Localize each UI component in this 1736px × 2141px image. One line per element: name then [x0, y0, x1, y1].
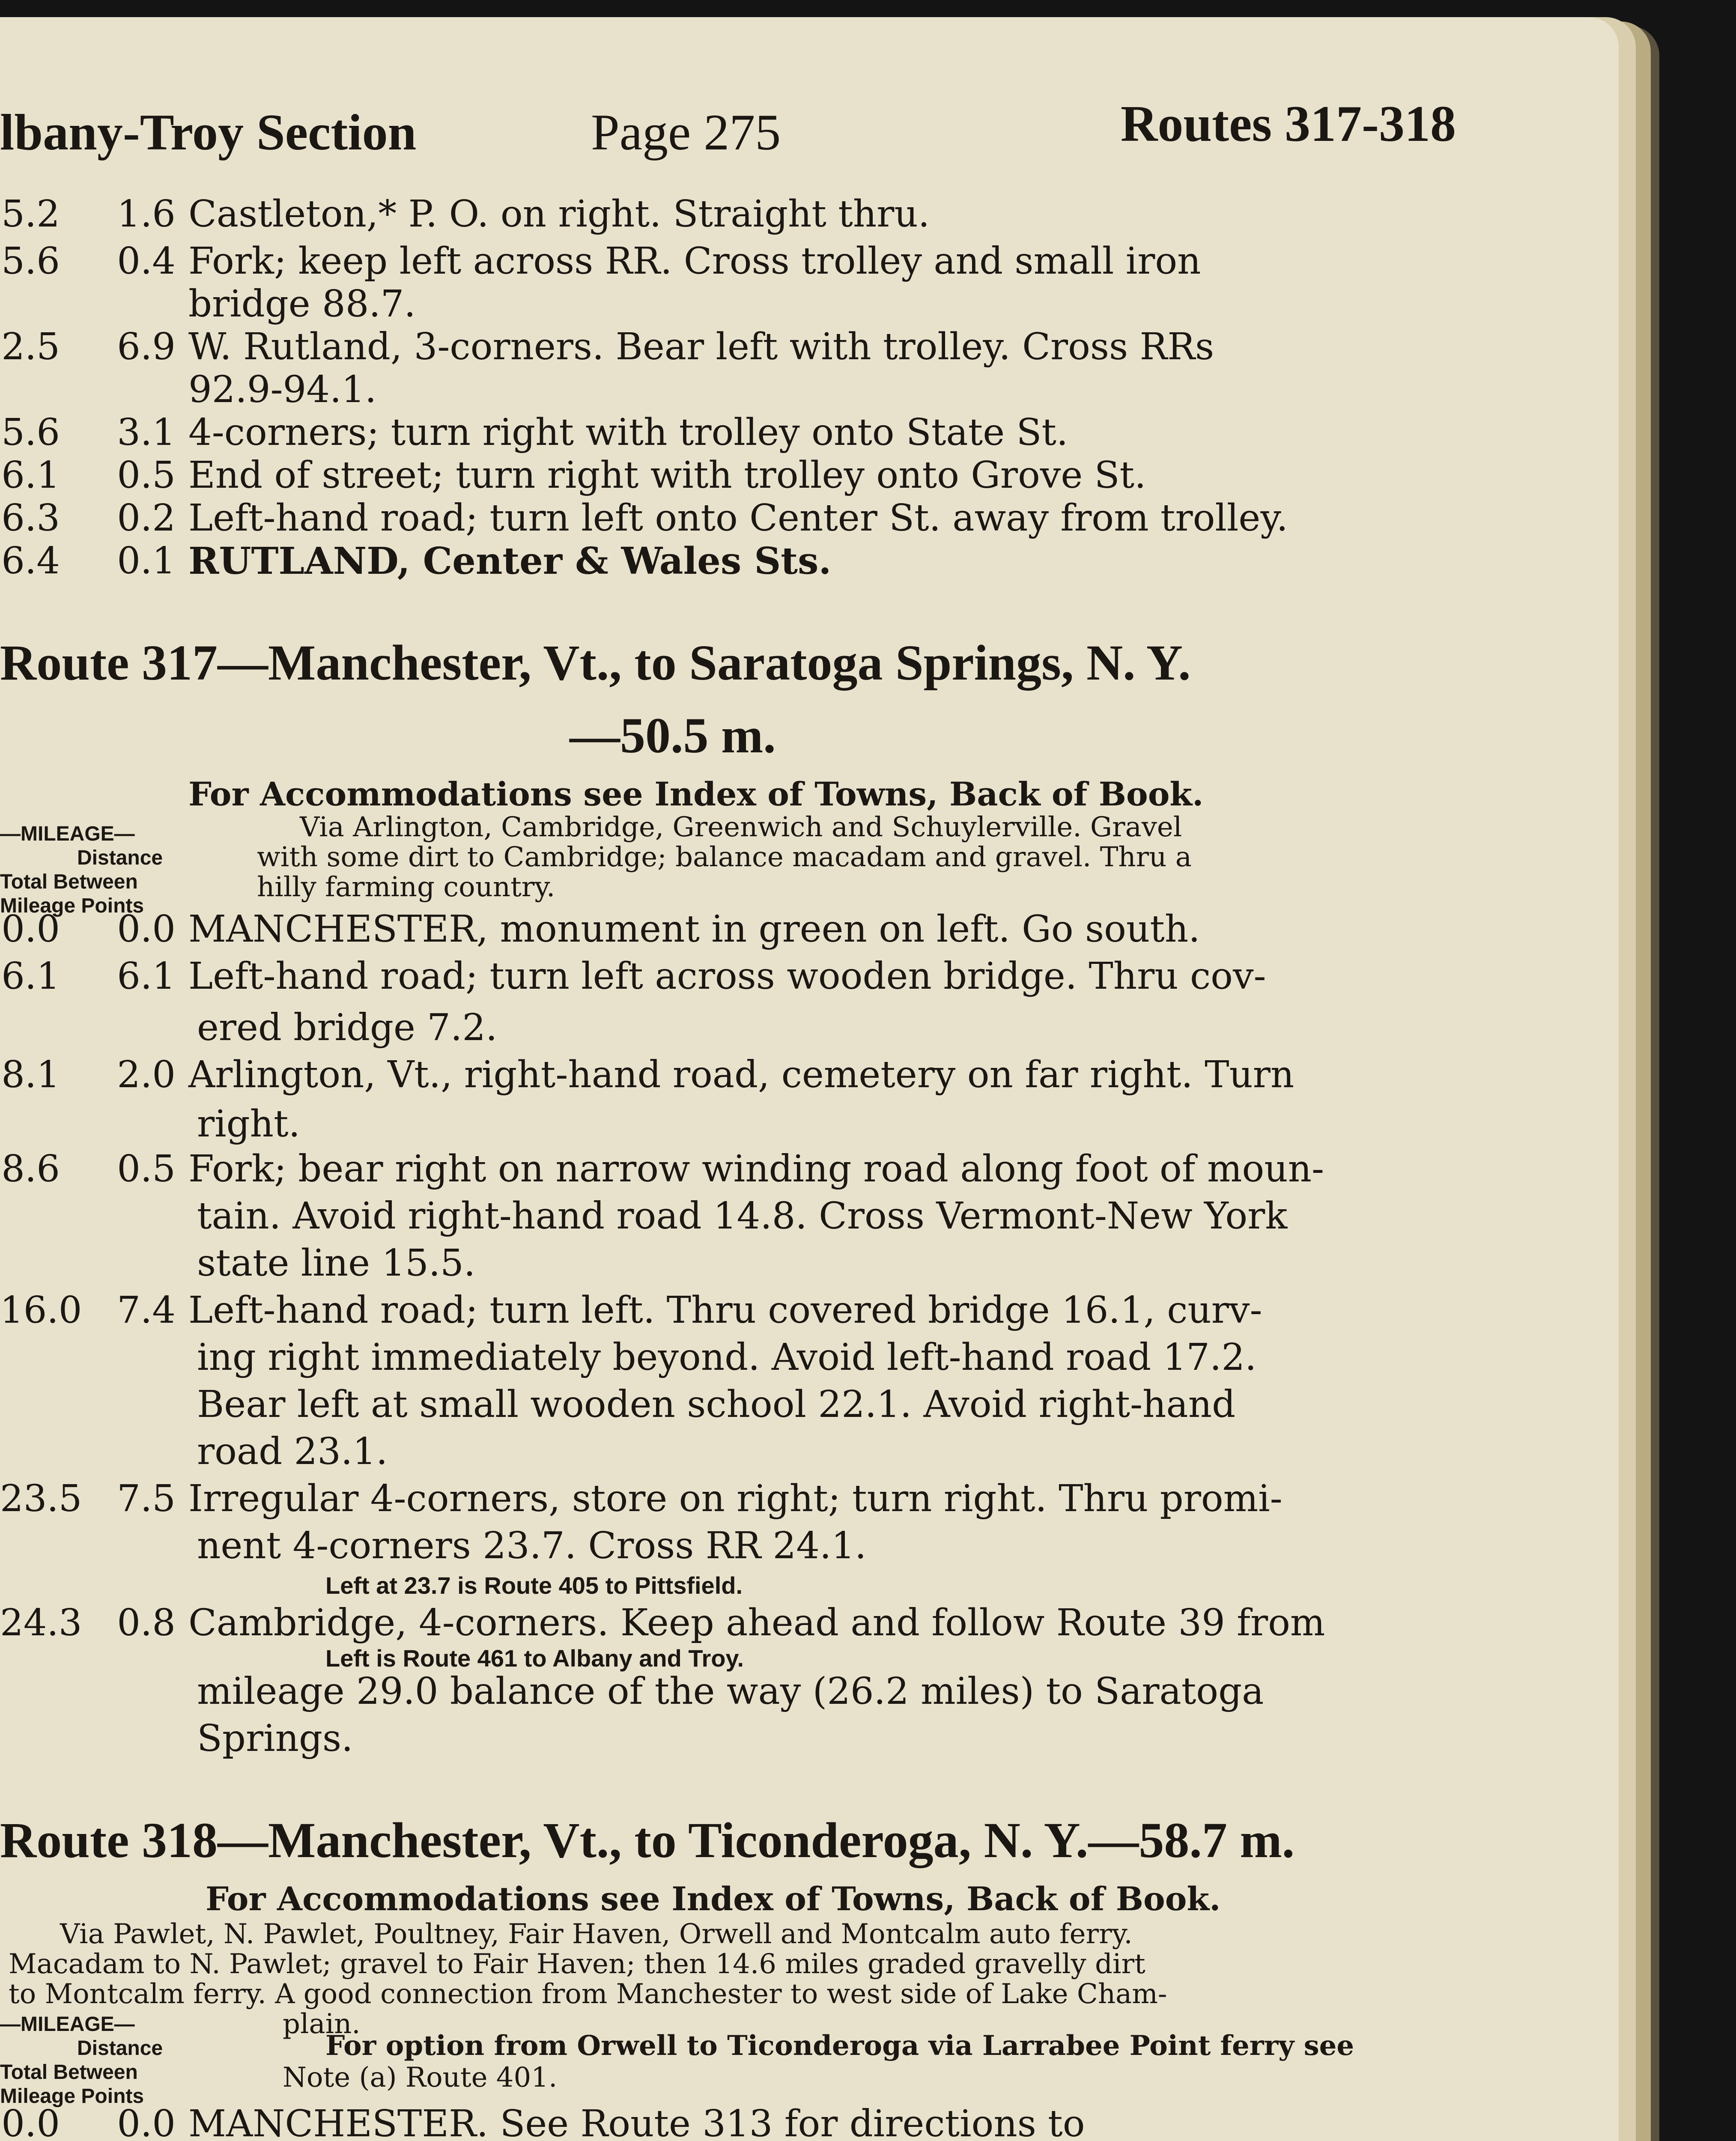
route-row: 2.5 6.9 W. Rutland, 3-corners. Bear left with trolley. Cross RRs: [1, 325, 1214, 368]
route-317-via: with some dirt to Cambridge; balance macadam and gravel. Thru a: [257, 841, 1192, 873]
route-row-continuation: ered bridge 7.2.: [197, 1006, 498, 1049]
route-318-title: Route 318—Manchester, Vt., to Ticonderoga, N. Y.—58.7 m.: [0, 1812, 1295, 1868]
route-row-continuation: Springs.: [197, 1717, 353, 1760]
route-row-continuation: state line 15.5.: [197, 1242, 476, 1285]
route-row: 5.2 1.6 Castleton,* P. O. on right. Straight thru.: [1, 193, 930, 236]
route-row-continuation: ing right immediately beyond. Avoid left-hand road 17.2.: [197, 1336, 1257, 1379]
route-317-via: Via Arlington, Cambridge, Greenwich and Schuylerville. Gravel: [300, 811, 1182, 843]
route-row: 92.9-94.1.: [188, 368, 377, 411]
route-row: 24.3 0.8 Cambridge, 4-corners. Keep ahead and follow Route 39 from: [0, 1601, 1325, 1644]
route-row: 8.1 2.0 Arlington, Vt., right-hand road, cemetery on far right. Turn: [1, 1053, 1295, 1096]
section-title: lbany-Troy Section: [0, 104, 417, 161]
book-page: [0, 17, 1619, 2141]
route-318-via: plain.: [283, 2008, 361, 2040]
route-318-via: Macadam to N. Pawlet; gravel to Fair Haven; then 14.6 miles graded gravelly dirt: [9, 1948, 1145, 1980]
route-row: bridge 88.7.: [188, 283, 416, 325]
route-row-continuation: mileage 29.0 balance of the way (26.2 miles) to Saratoga: [197, 1670, 1264, 1713]
page-header: [0, 95, 1456, 176]
route-row-continuation: tain. Avoid right-hand road 14.8. Cross Vermont-New York: [197, 1195, 1288, 1237]
route-318-option: For option from Orwell to Ticonderoga via Larrabee Point ferry see: [325, 2030, 1354, 2062]
route-318-via: to Montcalm ferry. A good connection from Manchester to west side of Lake Cham-: [9, 1978, 1167, 2010]
page-number: Page 275: [591, 104, 781, 161]
route-318-via: Via Pawlet, N. Pawlet, Poultney, Fair Haven, Orwell and Montcalm auto ferry.: [60, 1918, 1133, 1950]
route-row: 5.6 0.4 Fork; keep left across RR. Cross trolley and small iron: [1, 240, 1201, 283]
route-row-continuation: road 23.1.: [197, 1430, 388, 1473]
route-row: 0.0 0.0 MANCHESTER, monument in green on left. Go south.: [1, 908, 1200, 951]
route-317-mileage-head: —MILEAGE— Distance Total Between Mileage Points: [0, 823, 163, 917]
route-318-accommodations: For Accommodations see Index of Towns, Back of Book.: [206, 1880, 1221, 1918]
routes-range: Routes 317-318: [1120, 95, 1456, 152]
route-row-continuation: right.: [197, 1103, 300, 1145]
route-317-accommodations: For Accommodations see Index of Towns, Back of Book.: [188, 775, 1204, 813]
route-row: 6.3 0.2 Left-hand road; turn left onto Center St. away from trolley.: [1, 497, 1288, 540]
route-317-title: Route 317—Manchester, Vt., to Saratoga Springs, N. Y.: [0, 635, 1191, 691]
route-row: 16.0 7.4 Left-hand road; turn left. Thru covered bridge 16.1, curv-: [0, 1289, 1262, 1332]
route-317-via: hilly farming country.: [257, 871, 555, 903]
route-note: Left is Route 461 to Albany and Troy.: [325, 1645, 744, 1672]
route-row-continuation: nent 4-corners 23.7. Cross RR 24.1.: [197, 1524, 867, 1567]
route-row: 0.0 0.0 MANCHESTER. See Route 313 for directions to: [1, 2102, 1085, 2141]
route-note: Left at 23.7 is Route 405 to Pittsfield.: [325, 1572, 743, 1599]
route-row-continuation: Bear left at small wooden school 22.1. Avoid right-hand: [197, 1383, 1236, 1426]
route-row: 8.6 0.5 Fork; bear right on narrow winding road along foot of moun-: [1, 1148, 1324, 1190]
route-row: 6.4 0.1 RUTLAND, Center & Wales Sts.: [1, 540, 832, 583]
route-row: 23.5 7.5 Irregular 4-corners, store on right; turn right. Thru promi-: [0, 1477, 1283, 1520]
route-row: 6.1 6.1 Left-hand road; turn left across wooden bridge. Thru cov-: [1, 955, 1266, 998]
route-row: 6.1 0.5 End of street; turn right with trolley onto Grove St.: [1, 454, 1146, 497]
route-row: 5.6 3.1 4-corners; turn right with trolley onto State St.: [1, 411, 1068, 454]
route-318-mileage-head: —MILEAGE— Distance Total Between Mileage Points: [0, 2013, 163, 2108]
route-318-option: Note (a) Route 401.: [283, 2062, 558, 2093]
route-317-distance: —50.5 m.: [570, 707, 776, 763]
